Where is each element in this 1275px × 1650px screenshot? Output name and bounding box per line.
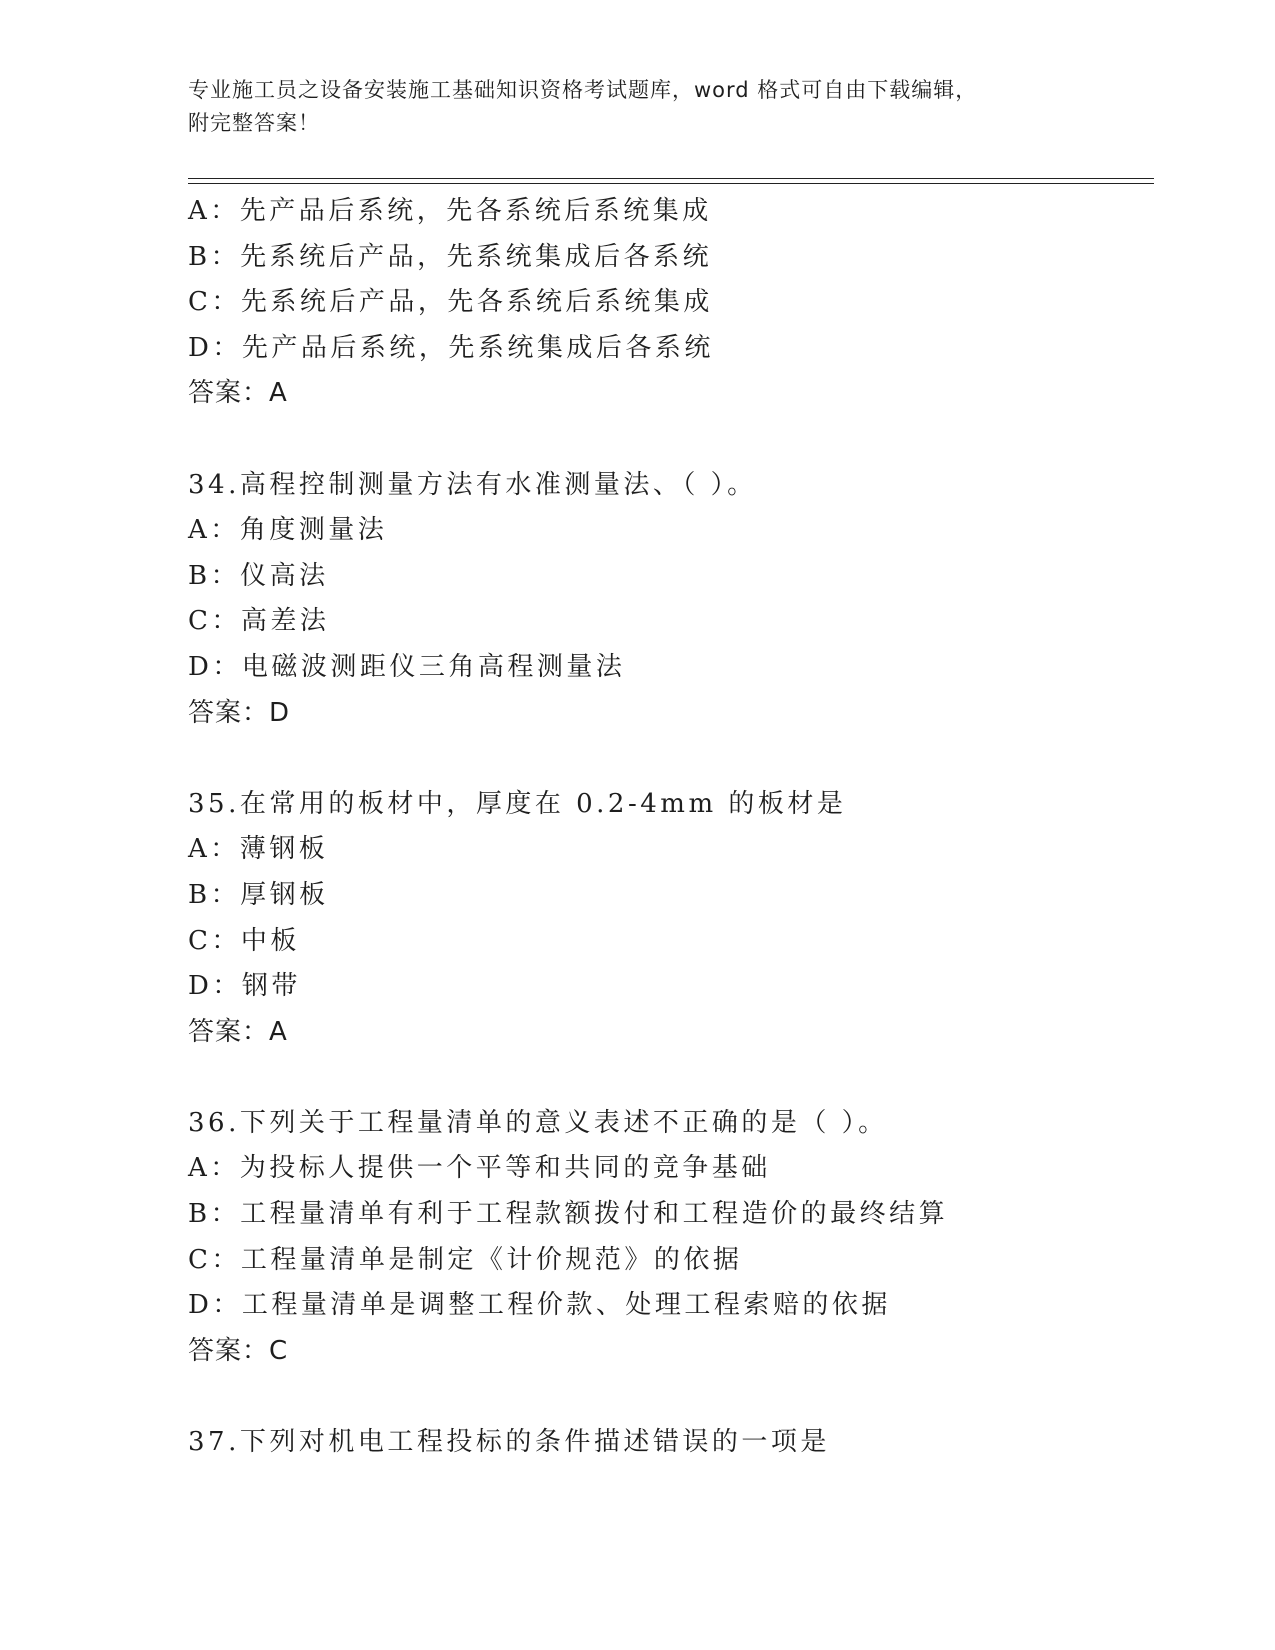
spacer xyxy=(188,1374,1148,1420)
question-list xyxy=(188,189,1148,1466)
question-text: 37.下列对机电工程投标的条件描述错误的一项是 xyxy=(188,1427,830,1458)
document-header xyxy=(188,74,1088,140)
option-d: D：工程量清单是调整工程价款、处理工程索赔的依据 xyxy=(188,1290,891,1321)
option-a: A：为投标人提供一个平等和共同的竞争基础 xyxy=(188,1153,771,1184)
option-b: B：仪高法 xyxy=(188,560,329,591)
question-35 xyxy=(188,782,1148,1056)
option-c: C：先系统后产品，先各系统后系统集成 xyxy=(188,287,713,318)
spacer xyxy=(188,736,1148,782)
option-b: B：厚钢板 xyxy=(188,879,329,910)
question-34 xyxy=(188,463,1148,737)
option-c: C：高差法 xyxy=(188,606,330,637)
answer: 答案：D xyxy=(188,697,291,728)
option-a: A：薄钢板 xyxy=(188,834,329,865)
question-33 xyxy=(188,189,1148,417)
answer: 答案：C xyxy=(188,1335,289,1366)
option-c: C：工程量清单是制定《计价规范》的依据 xyxy=(188,1244,743,1275)
option-a: A：角度测量法 xyxy=(188,515,388,546)
option-d: D：先产品后系统，先系统集成后各系统 xyxy=(188,332,714,363)
question-37 xyxy=(188,1420,1148,1466)
option-b: B：工程量清单有利于工程款额拨付和工程造价的最终结算 xyxy=(188,1199,949,1230)
option-d: D：钢带 xyxy=(188,971,301,1002)
header-line-2: 附完整答案！ xyxy=(188,111,320,135)
spacer xyxy=(188,417,1148,463)
option-c: C：中板 xyxy=(188,925,300,956)
question-text: 34.高程控制测量方法有水准测量法、（ ）。 xyxy=(188,469,757,500)
spacer xyxy=(188,1055,1148,1101)
option-b: B：先系统后产品，先系统集成后各系统 xyxy=(188,241,713,272)
option-d: D：电磁波测距仪三角高程测量法 xyxy=(188,651,626,682)
header-divider-top xyxy=(188,178,1154,179)
question-text: 36.下列关于工程量清单的意义表述不正确的是（ ）。 xyxy=(188,1107,888,1138)
answer: 答案：A xyxy=(188,378,288,409)
header-divider-bottom xyxy=(188,183,1154,184)
question-text: 35.在常用的板材中，厚度在 0.2-4mm 的板材是 xyxy=(188,788,847,819)
option-a: A：先产品后系统，先各系统后系统集成 xyxy=(188,196,712,226)
answer: 答案：A xyxy=(188,1016,288,1047)
question-36 xyxy=(188,1101,1148,1375)
header-line-1: 专业施工员之设备安装施工基础知识资格考试题库，word 格式可自由下载编辑， xyxy=(188,78,978,102)
